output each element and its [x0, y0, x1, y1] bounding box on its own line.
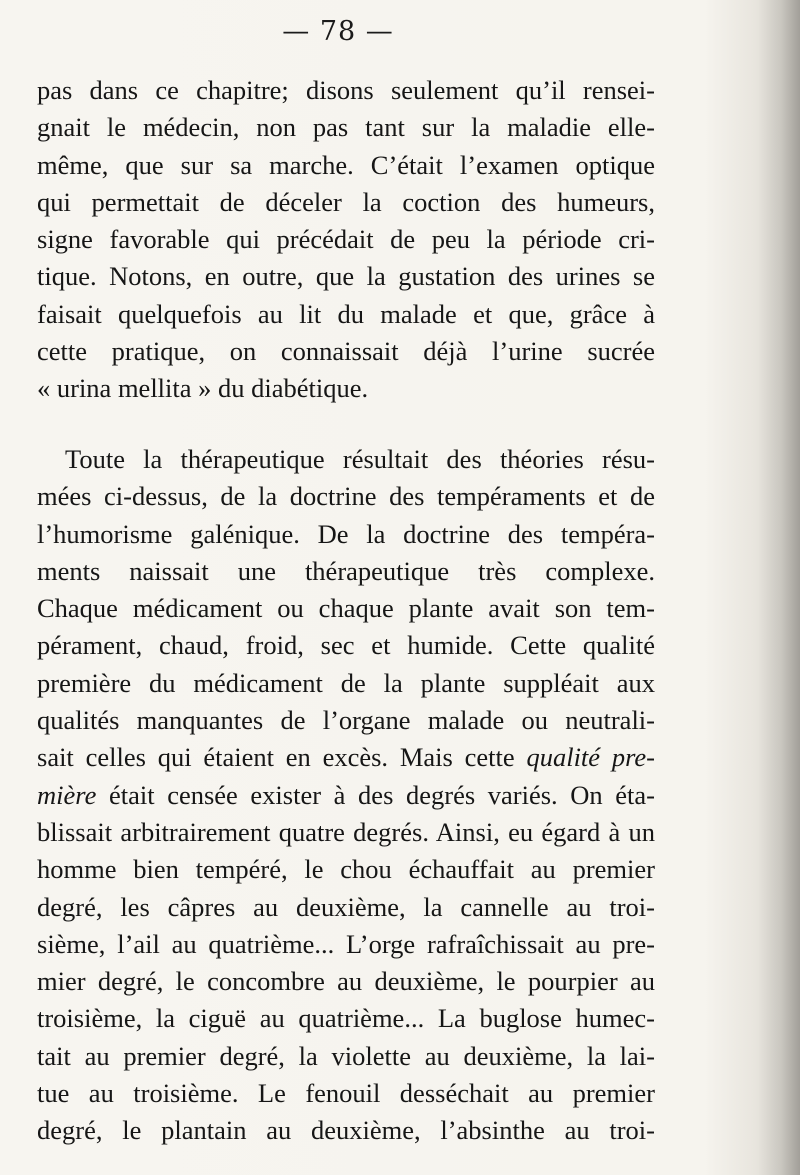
text-line: faisait quelquefois au lit du malade et que, grâce à — [37, 298, 655, 329]
text-line: l’humorisme galénique. De la doctrine des tempéra- — [37, 518, 655, 549]
paragraph-2 — [37, 441, 655, 1150]
text-line: tue au troisième. Le fenouil desséchait au premier — [37, 1078, 655, 1109]
text-line: tait au premier degré, la violette au deuxième, la lai- — [37, 1040, 655, 1071]
text-line: même, que sur sa marche. C’était l’examen optique — [37, 149, 655, 180]
text-run: sait celles qui étaient en excès. Mais cette — [37, 742, 527, 773]
text-run: était censée exister à des degrés variés. On éta- — [96, 779, 655, 810]
paragraph-1 — [37, 72, 655, 408]
text-line: mier degré, le concombre au deuxième, le pourpier au — [37, 966, 655, 997]
text-line: ments naissait une thérapeutique très complexe. — [37, 555, 655, 586]
text-line-with-italic — [37, 739, 655, 776]
text-line: première du médicament de la plante suppléait aux — [37, 667, 655, 698]
text-line: qualités manquantes de l’organe malade ou neutrali- — [37, 705, 655, 736]
text-line: sième, l’ail au quatrième... L’orge rafraîchissait au pre- — [37, 928, 655, 959]
text-line: Chaque médicament ou chaque plante avait son tem- — [37, 593, 655, 624]
text-line: blissait arbitrairement quatre degrés. Ainsi, eu égard à un — [37, 816, 655, 847]
page-number: — 78 — — [282, 16, 394, 47]
italic-run: mière — [37, 779, 97, 810]
text-line: Toute la thérapeutique résultait des théories résu- — [65, 444, 655, 474]
text-line: gnait le médecin, non pas tant sur la maladie elle- — [37, 112, 655, 143]
text-line: degré, le plantain au deuxième, l’absinthe au troi- — [37, 1115, 655, 1146]
text-line: pérament, chaud, froid, sec et humide. Cette qualité — [37, 630, 655, 661]
text-line: troisième, la ciguë au quatrième... La buglose humec- — [37, 1003, 655, 1034]
italic-run: qualité pre- — [526, 742, 656, 773]
text-line: signe favorable qui précédait de peu la période cri- — [37, 224, 655, 255]
text-line: qui permettait de déceler la coction des humeurs, — [37, 186, 655, 217]
text-line: « urina mellita » du diabétique. — [37, 373, 369, 404]
text-line: tique. Notons, en outre, que la gustation des urines se — [37, 261, 655, 292]
text-line: degré, les câpres au deuxième, la cannelle au troi- — [37, 891, 655, 922]
text-line-with-italic — [37, 777, 655, 814]
text-line: pas dans ce chapitre; disons seulement qu’il rensei- — [37, 75, 655, 105]
text-line: homme bien tempéré, le chou échauffait au premier — [37, 854, 655, 885]
page-edge-shadow — [758, 0, 800, 1175]
text-line: cette pratique, on connaissait déjà l’urine sucrée — [37, 336, 655, 367]
text-line: mées ci-dessus, de la doctrine des tempéraments et de — [37, 481, 655, 512]
